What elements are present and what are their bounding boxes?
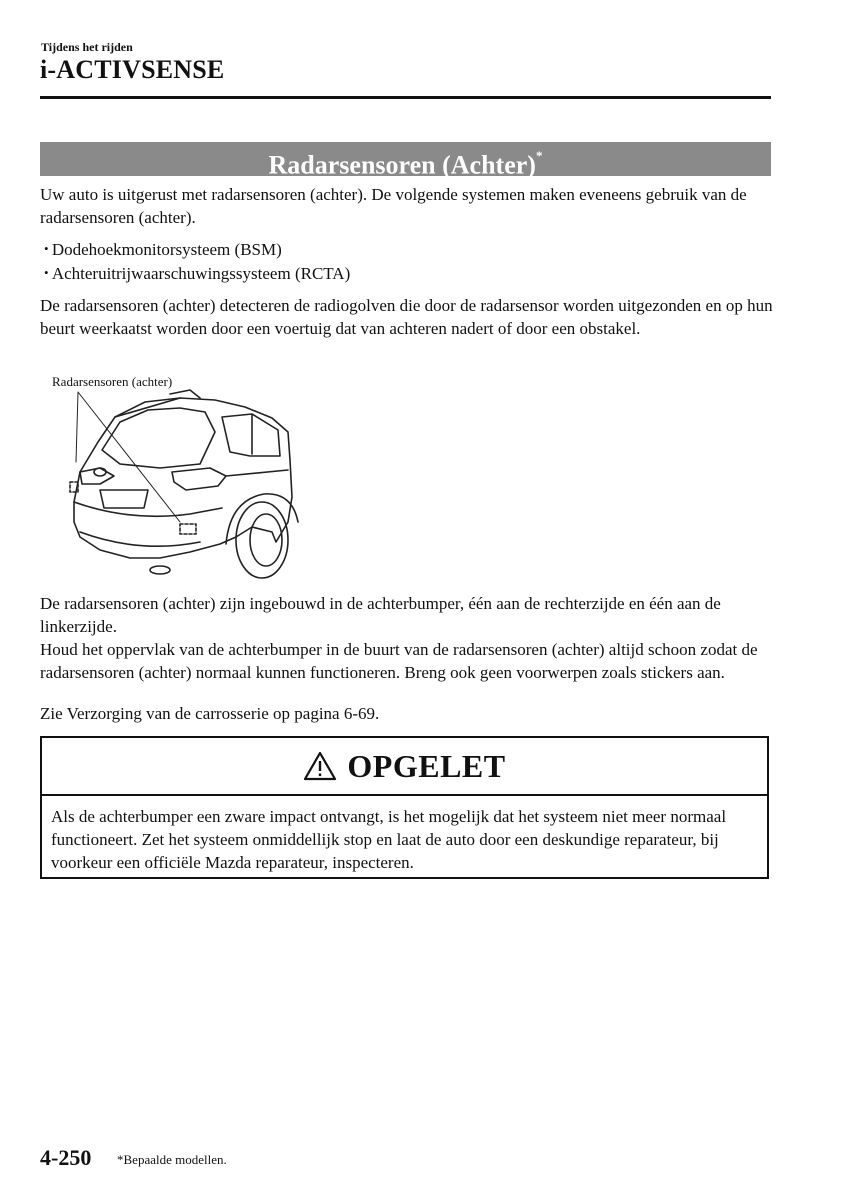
caution-text: Als de achterbumper een zware impact ontvangt, is het mogelijk dat het systeem niet meer normaal functioneert. Zet het systeem onmiddellijk stop en laat de auto door een deskundige reparateur, bij voorkeur een officiële Mazda reparateur, inspecteren. (51, 807, 727, 872)
topic-heading (40, 142, 771, 180)
figure-label: Radarsensoren (achter) (52, 374, 173, 389)
reference-text: Zie Verzorging van de carrosserie op pagina 6-69. (40, 704, 380, 723)
location-paragraph: De radarsensoren (achter) zijn ingebouwd in de achterbumper, één aan de rechterzijde en één aan de linkerzijde. (40, 594, 721, 636)
warning-triangle-icon (303, 751, 337, 781)
care-paragraph: Houd het oppervlak van de achterbumper in de buurt van de radarsensoren (achter) altijd schoon zodat de radarsensoren (achter) normaal kunnen functioneren. Breng ook geen voorwerpen zoals stickers aan. (40, 640, 758, 682)
intro-paragraph: Uw auto is uitgerust met radarsensoren (achter). De volgende systemen maken eveneens gebruik van de radarsensoren (achter). (40, 185, 747, 227)
car-rear-figure (40, 372, 340, 587)
list-item: • Achteruitrijwaarschuwingssysteem (RCTA) (44, 262, 350, 286)
chapter-title: Tijdens het rijden (41, 40, 133, 54)
list-item: • Dodehoekmonitorsysteem (BSM) (44, 238, 350, 262)
footnote: *Bepaalde modellen. (117, 1152, 227, 1167)
caution-title: OPGELET (347, 747, 506, 784)
caution-header (42, 738, 767, 796)
car-rear-illustration-icon (40, 372, 340, 587)
section-divider (40, 96, 771, 99)
detection-paragraph: De radarsensoren (achter) detecteren de radiogolven die door de radarsensor worden uitgezonden en op hun beurt weerkaatst worden door een voertuig dat van achteren nadert of door een obstakel. (40, 296, 773, 338)
systems-list (44, 238, 350, 286)
page-number: 4-250 (40, 1145, 92, 1170)
model-marker: * (535, 148, 543, 163)
section-title: i-ACTIVSENSE (40, 55, 225, 84)
topic-heading-text: Radarsensoren (Achter) (268, 150, 536, 180)
caution-box (40, 736, 769, 879)
